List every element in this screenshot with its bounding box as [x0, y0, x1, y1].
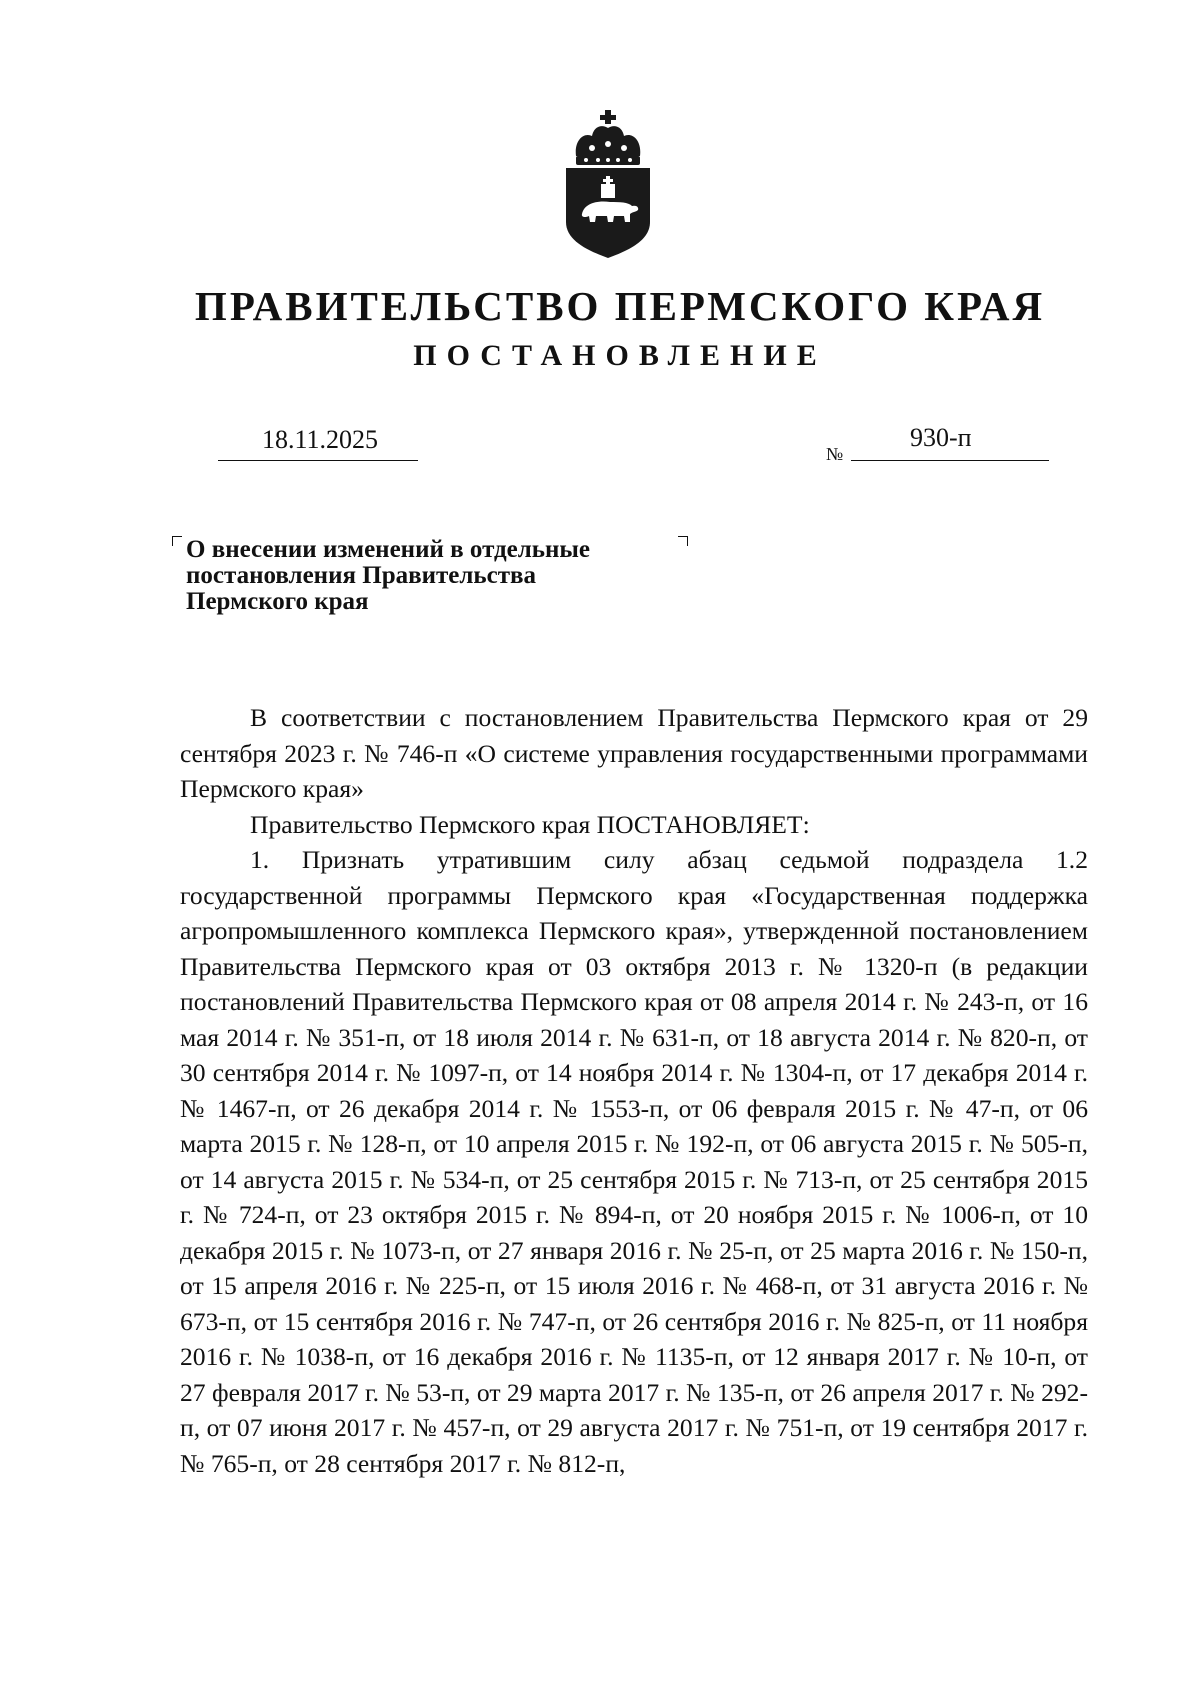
- document-subject: [186, 537, 666, 615]
- coat-of-arms-icon: [562, 110, 654, 260]
- number-label: №: [826, 444, 844, 464]
- clause-paragraph: 1. Признать утратившим силу абзац седьмой подраздела 1.2 государственной программы Пермского края «Государственная поддержка агропромышленного комплекса Пермского края», утвержденной постановлением Правительства Пермского края от 03 октября 2013 г. № 1320-п (в редакции постановлений Правительства Пермского края от 08 апреля 2014 г. № 243-п, от 16 мая 2014 г. № 351-п, от 18 июля 2014 г. № 631-п, от 18 августа 2014 г. № 820-п, от 30 сентября 2014 г. № 1097-п, от 14 ноября 2014 г. № 1304-п, от 17 декабря 2014 г. № 1467-п, от 26 декабря 2014 г. № 1553-п, от 06 февраля 2015 г. № 47-п, от 06 марта 2015 г. № 128-п, от 10 апреля 2015 г. № 192-п, от 06 августа 2015 г. № 505-п, от 14 августа 2015 г. № 534-п, от 25 сентября 2015 г. № 713-п, от 25 сентября 2015 г. № 724-п, от 23 октября 2015 г. № 894-п, от 20 ноября 2015 г. № 1006-п, от 10 декабря 2015 г. № 1073-п, от 27 января 2016 г. № 25-п, от 25 марта 2016 г. № 150-п, от 15 апреля 2016 г. № 225-п, от 15 июля 2016 г. № 468-п, от 31 августа 2016 г. № 673-п, от 15 сентября 2016 г. № 747-п, от 26 сентября 2016 г. № 825-п, от 11 ноября 2016 г. № 1038-п, от 16 декабря 2016 г. № 1135-п, от 12 января 2017 г. № 10-п, от 27 февраля 2017 г. № 53-п, от 29 марта 2017 г. № 135-п, от 26 апреля 2017 г. № 292-п, от 07 июня 2017 г. № 457-п, от 29 августа 2017 г. № 751-п, от 19 сентября 2017 г. № 765-п, от 28 сентября 2017 г. № 812-п,: [180, 845, 1088, 1478]
- document-body: [180, 700, 1088, 1481]
- subject-line: постановления Правительства: [186, 562, 536, 589]
- document-type-title: ПОСТАНОВЛЕНИЕ: [413, 339, 827, 372]
- document-number: 930-п: [910, 423, 972, 452]
- preamble-paragraph: В соответствии с постановлением Правительства Пермского края от 29 сентября 2023 г. № 746-п «О системе управления государственными программами Пермского края»: [180, 703, 1088, 803]
- subject-corner-right: [678, 536, 688, 546]
- subject-corner-left: [172, 536, 182, 546]
- document-date: 18.11.2025: [262, 425, 379, 454]
- resolution-paragraph: Правительство Пермского края ПОСТАНОВЛЯЕТ:: [250, 809, 810, 839]
- number-underline: [851, 460, 1049, 461]
- subject-line: О внесении изменений в отдельные: [186, 536, 591, 563]
- government-title: ПРАВИТЕЛЬСТВО ПЕРМСКОГО КРАЯ: [194, 283, 1046, 329]
- date-underline: [218, 460, 418, 461]
- subject-line: Пермского края: [186, 588, 369, 615]
